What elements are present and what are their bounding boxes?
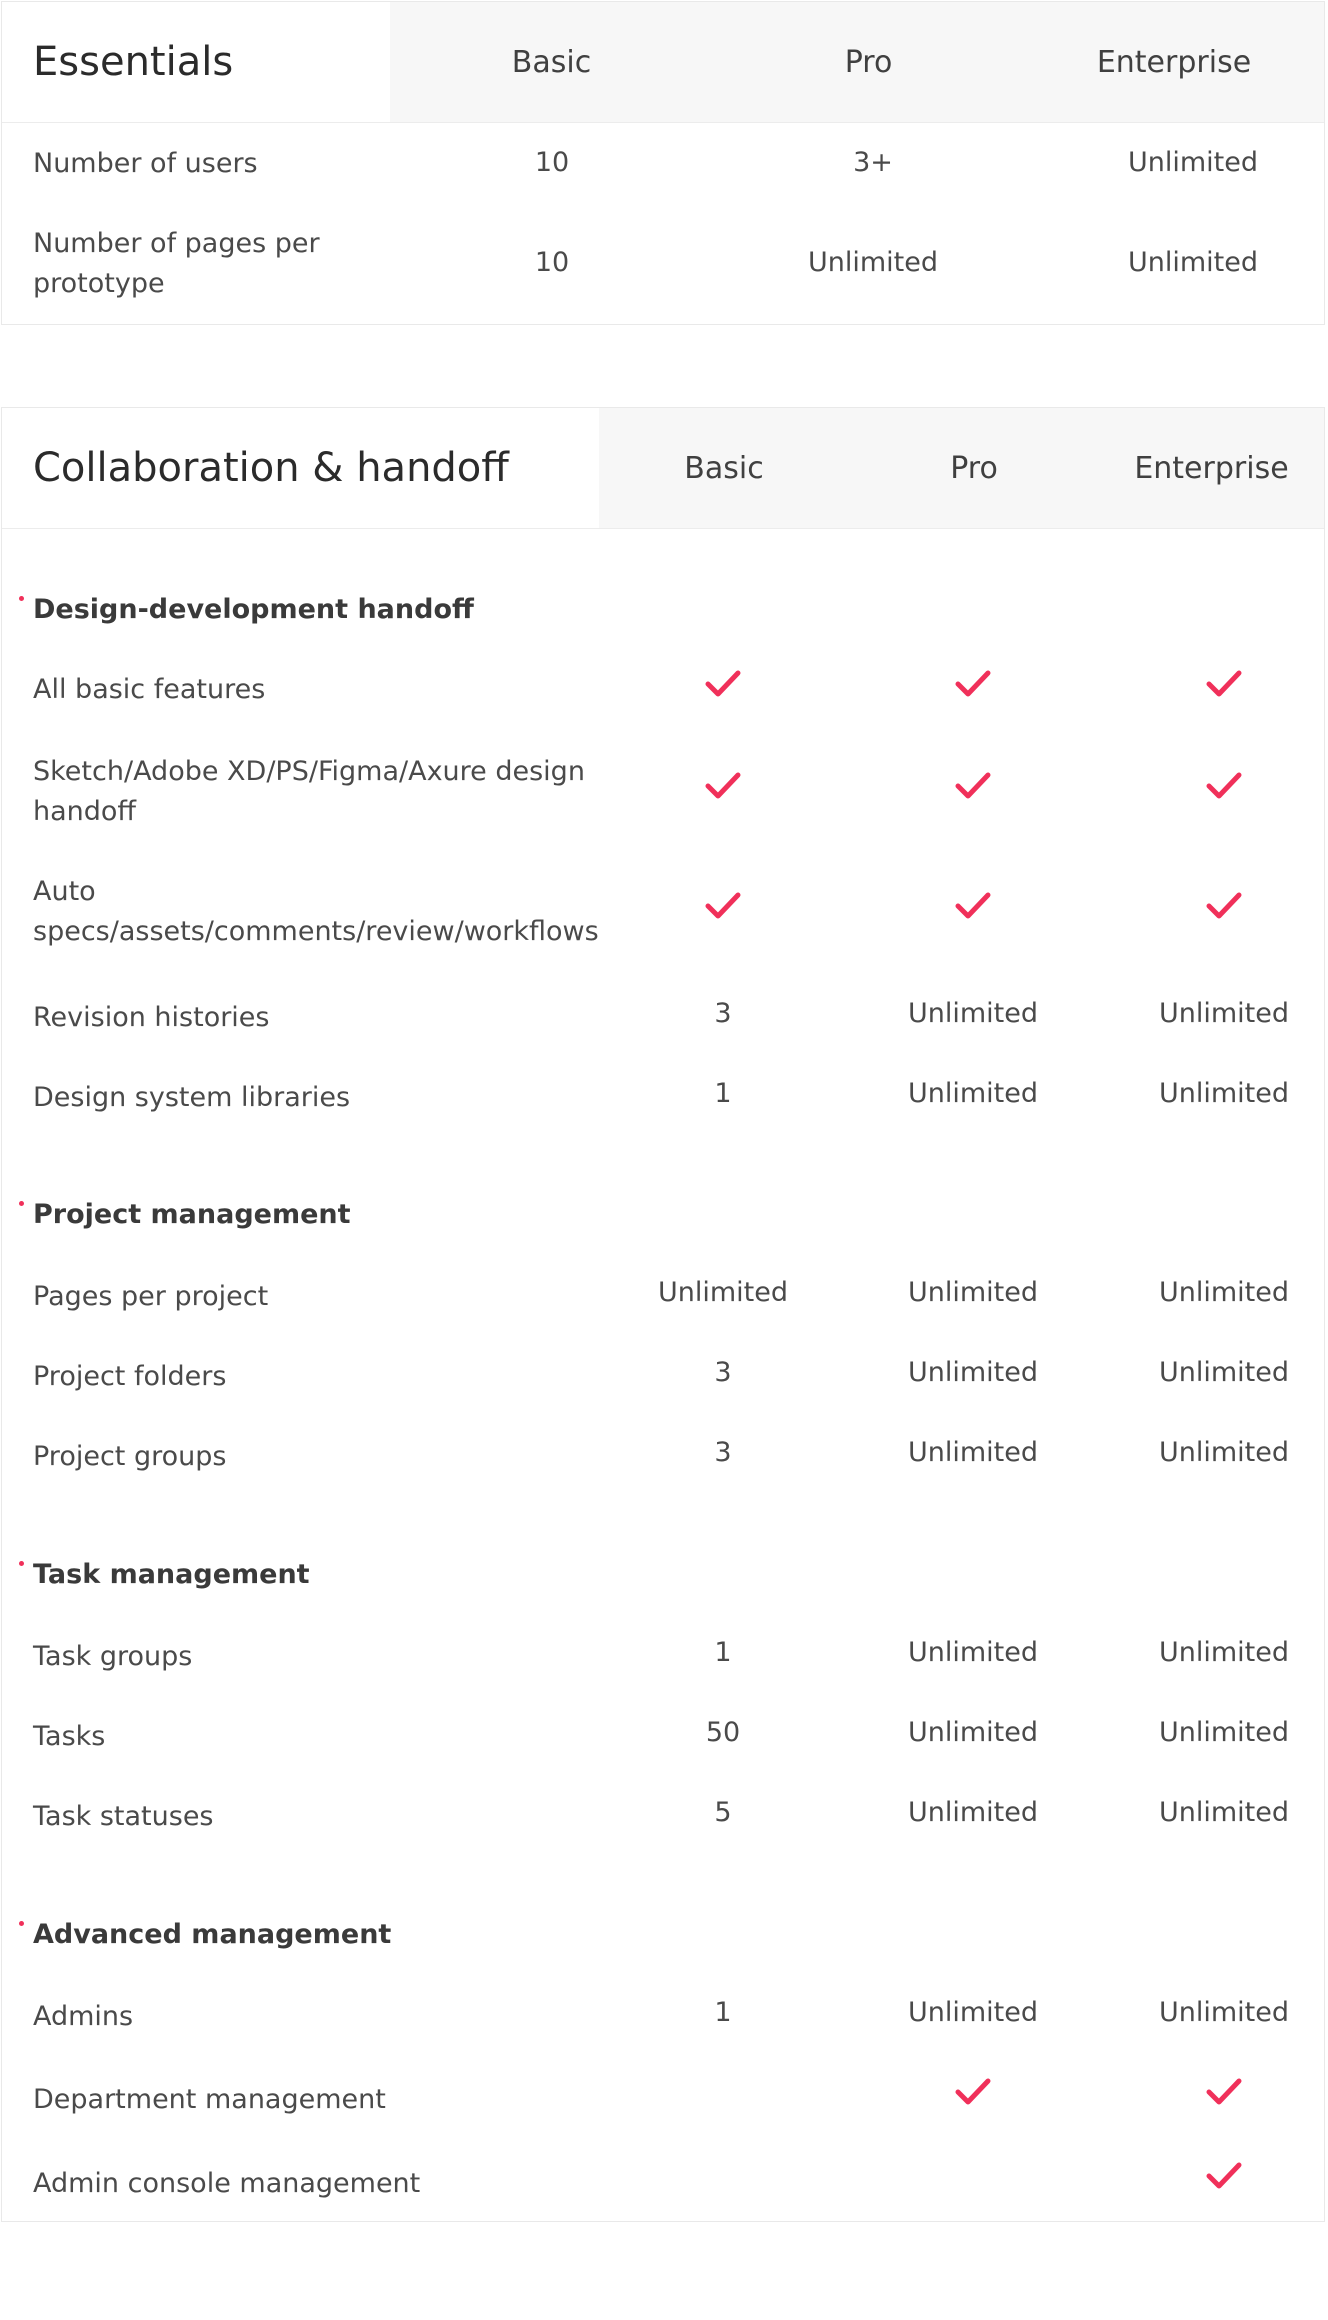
checkmark-icon bbox=[955, 2077, 991, 2107]
plan-name: Basic bbox=[684, 450, 764, 486]
checkmark-icon bbox=[955, 891, 991, 921]
plan-value: Unlimited bbox=[907, 1357, 1039, 1388]
plan-value: Unlimited bbox=[907, 1078, 1039, 1109]
plan-header-enterprise bbox=[1024, 2, 1324, 122]
collaboration-table bbox=[1, 407, 1325, 2222]
plan-value: Unlimited bbox=[907, 1997, 1039, 2028]
plan-value: Unlimited bbox=[907, 1277, 1039, 1308]
plan-value: Unlimited bbox=[657, 1277, 789, 1308]
plan-value: 1 bbox=[714, 1997, 732, 2028]
checkmark-icon bbox=[955, 771, 991, 801]
plan-header-pro bbox=[849, 408, 1099, 528]
plan-value: Unlimited bbox=[1158, 998, 1290, 1029]
plan-value: 3 bbox=[714, 1437, 732, 1468]
red-dot-icon bbox=[19, 1201, 24, 1206]
plan-value: Unlimited bbox=[907, 998, 1039, 1029]
feature-label: Task statuses bbox=[33, 1801, 214, 1832]
plan-value: 3 bbox=[714, 1357, 732, 1388]
group-title: Design-development handoff bbox=[33, 594, 474, 625]
checkmark-icon bbox=[1206, 669, 1242, 699]
plan-name: Enterprise bbox=[1134, 450, 1289, 486]
plan-value: Unlimited bbox=[907, 1717, 1039, 1748]
collab-title-cell bbox=[2, 408, 599, 528]
checkmark-icon bbox=[705, 891, 741, 921]
checkmark-icon bbox=[1206, 2161, 1242, 2191]
collab-title: Collaboration & handoff bbox=[33, 445, 509, 491]
plan-value: Unlimited bbox=[1158, 1637, 1290, 1668]
plan-header-basic bbox=[599, 408, 849, 528]
feature-label: Revision histories bbox=[33, 1002, 270, 1033]
essentials-title: Essentials bbox=[33, 39, 234, 85]
red-dot-icon bbox=[19, 596, 24, 601]
plan-value: 10 bbox=[534, 147, 570, 178]
plan-value: 3 bbox=[714, 998, 732, 1029]
plan-header-basic bbox=[390, 2, 713, 122]
group-title: Task management bbox=[33, 1559, 310, 1590]
checkmark-icon bbox=[1206, 2077, 1242, 2107]
essentials-title-cell bbox=[2, 2, 390, 122]
plan-name: Pro bbox=[844, 44, 893, 80]
feature-label: Project groups bbox=[33, 1441, 227, 1472]
feature-label: Number of users bbox=[33, 148, 258, 179]
collab-header bbox=[2, 408, 1324, 529]
feature-label: Sketch/Adobe XD/PS/Figma/Axure design handoff bbox=[33, 756, 585, 827]
plan-value: Unlimited bbox=[907, 1797, 1039, 1828]
plan-name: Enterprise bbox=[1096, 44, 1252, 80]
plan-value: 1 bbox=[714, 1637, 732, 1668]
feature-label: Admins bbox=[33, 2001, 134, 2032]
feature-label: Admin console management bbox=[33, 2168, 421, 2199]
feature-label: Number of pages per prototype bbox=[33, 228, 320, 299]
red-dot-icon bbox=[19, 1561, 24, 1566]
essentials-table bbox=[1, 1, 1325, 325]
feature-label: Auto specs/assets/comments/review/workflows bbox=[33, 876, 599, 947]
plan-name: Pro bbox=[950, 450, 998, 486]
plan-value: Unlimited bbox=[1158, 1078, 1290, 1109]
plan-header-enterprise bbox=[1099, 408, 1324, 528]
checkmark-icon bbox=[1206, 891, 1242, 921]
plan-value: Unlimited bbox=[1127, 247, 1259, 278]
feature-label: Pages per project bbox=[33, 1281, 269, 1312]
feature-label: Design system libraries bbox=[33, 1082, 351, 1113]
plan-value: 10 bbox=[534, 247, 570, 278]
plan-value: Unlimited bbox=[1158, 1437, 1290, 1468]
plan-value: Unlimited bbox=[1158, 1997, 1290, 2028]
plan-value: Unlimited bbox=[1158, 1357, 1290, 1388]
plan-value: Unlimited bbox=[1158, 1277, 1290, 1308]
plan-value: Unlimited bbox=[907, 1637, 1039, 1668]
checkmark-icon bbox=[705, 669, 741, 699]
collab-plans-header bbox=[599, 408, 1324, 528]
plan-value: 5 bbox=[714, 1797, 732, 1828]
checkmark-icon bbox=[705, 771, 741, 801]
plan-name: Basic bbox=[511, 44, 592, 80]
plan-value: Unlimited bbox=[1127, 147, 1259, 178]
checkmark-icon bbox=[955, 669, 991, 699]
feature-label: Project folders bbox=[33, 1361, 227, 1392]
plan-value: Unlimited bbox=[907, 1437, 1039, 1468]
feature-label: All basic features bbox=[33, 674, 266, 705]
group-title: Project management bbox=[33, 1199, 351, 1230]
plan-value: 50 bbox=[705, 1717, 741, 1748]
feature-label: Department management bbox=[33, 2084, 386, 2115]
checkmark-icon bbox=[1206, 771, 1242, 801]
essentials-header bbox=[2, 2, 1324, 123]
red-dot-icon bbox=[19, 1921, 24, 1926]
essentials-plans-header bbox=[390, 2, 1324, 122]
plan-value: Unlimited bbox=[807, 247, 939, 278]
feature-label: Tasks bbox=[33, 1721, 106, 1752]
plan-header-pro bbox=[713, 2, 1024, 122]
plan-value: 3+ bbox=[853, 147, 893, 178]
feature-label: Task groups bbox=[33, 1641, 193, 1672]
plan-value: 1 bbox=[714, 1078, 732, 1109]
plan-value: Unlimited bbox=[1158, 1797, 1290, 1828]
plan-value: Unlimited bbox=[1158, 1717, 1290, 1748]
group-title: Advanced management bbox=[33, 1919, 391, 1950]
